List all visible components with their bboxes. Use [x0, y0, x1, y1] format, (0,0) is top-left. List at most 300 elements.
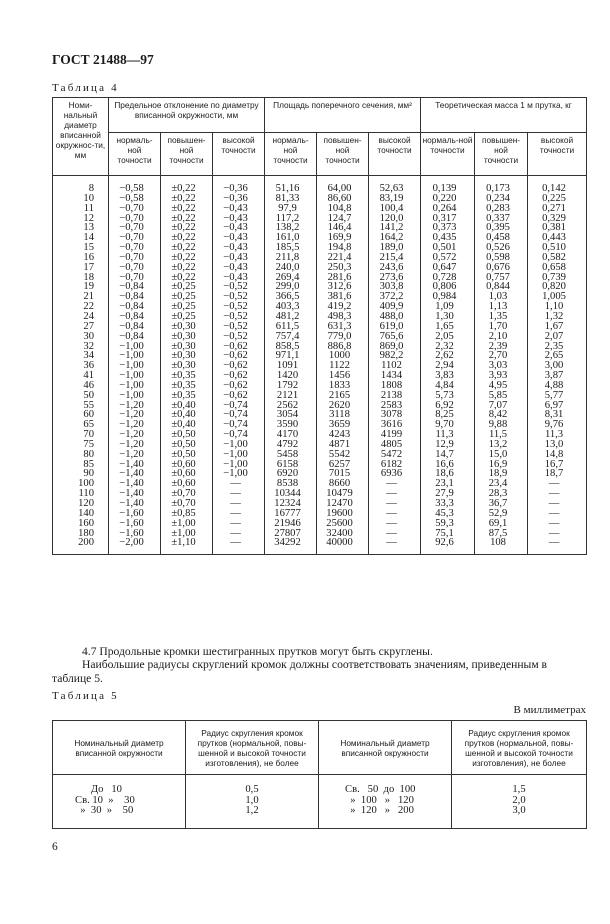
- table-cell: 6920: [265, 469, 317, 479]
- table-cell: 215,4: [369, 253, 421, 263]
- table-cell: 4170: [265, 430, 317, 440]
- table-cell: 381,6: [317, 292, 369, 302]
- table-cell: 2620: [317, 401, 369, 411]
- table-cell: 0,572: [421, 253, 475, 263]
- table-cell: −0,58: [109, 176, 161, 194]
- table-cell: −0,70: [109, 263, 161, 273]
- table-cell: 488,0: [369, 312, 421, 322]
- table-cell: 7,07: [475, 401, 528, 411]
- table-cell: −0,43: [213, 253, 265, 263]
- table-cell: 25600: [317, 519, 369, 529]
- table-cell: 0,582: [528, 253, 587, 263]
- table-cell: 498,3: [317, 312, 369, 322]
- table-cell: −0,62: [213, 371, 265, 381]
- table-cell: 2138: [369, 391, 421, 401]
- table-cell: —: [528, 509, 587, 519]
- table-cell: 4,88: [528, 381, 587, 391]
- table-cell: ±1,00: [161, 529, 213, 539]
- table-cell: 5458: [265, 450, 317, 460]
- table-cell: 4,95: [475, 381, 528, 391]
- table-cell: 164,2: [369, 233, 421, 243]
- document-title: ГОСТ 21488—97: [52, 52, 154, 67]
- table-cell: 9,70: [421, 420, 475, 430]
- diameter-ranges-left: До 10 Св. 10 » 30 » 30 » 50: [53, 775, 186, 829]
- table-cell: 779,0: [317, 332, 369, 342]
- table-cell: −0,43: [213, 263, 265, 273]
- table-cell: 1833: [317, 381, 369, 391]
- table-cell: 92,6: [421, 538, 475, 554]
- table-cell: −1,20: [109, 450, 161, 460]
- table-cell: 1,70: [475, 322, 528, 332]
- table-cell: 0,373: [421, 223, 475, 233]
- table-cell: 1456: [317, 371, 369, 381]
- table-cell: 90: [53, 469, 109, 479]
- table-cell: 0,728: [421, 273, 475, 283]
- table-cell: −1,40: [109, 499, 161, 509]
- table-cell: ±0,70: [161, 489, 213, 499]
- table-cell: 28,3: [475, 489, 528, 499]
- table-cell: —: [369, 538, 421, 554]
- table-cell: ±0,25: [161, 312, 213, 322]
- radius-values-left: 0,5 1,0 1,2: [186, 775, 319, 829]
- table-cell: −1,00: [109, 351, 161, 361]
- table-cell: 619,0: [369, 322, 421, 332]
- table-cell: ±0,22: [161, 223, 213, 233]
- table-cell: 8,42: [475, 410, 528, 420]
- table-cell: −1,00: [213, 460, 265, 470]
- table-cell: 611,5: [265, 322, 317, 332]
- table-cell: 2165: [317, 391, 369, 401]
- table-cell: 100: [53, 479, 109, 489]
- table-cell: 9,76: [528, 420, 587, 430]
- table-cell: 11,5: [475, 430, 528, 440]
- table-cell: 0,844: [475, 282, 528, 292]
- table-cell: ±0,35: [161, 391, 213, 401]
- table-cell: 16,6: [421, 460, 475, 470]
- table-cell: 886,8: [317, 342, 369, 352]
- table-cell: ±0,60: [161, 460, 213, 470]
- table-cell: −0,84: [109, 332, 161, 342]
- table-cell: 0,317: [421, 214, 475, 224]
- table-cell: 12324: [265, 499, 317, 509]
- header-high: высокой точности: [213, 133, 265, 176]
- table-cell: 14,8: [528, 450, 587, 460]
- table-cell: 81,33: [265, 194, 317, 204]
- table-5-unit: В миллиметрах: [513, 704, 586, 716]
- header-high: высокой точности: [528, 133, 587, 176]
- table-cell: 30: [53, 332, 109, 342]
- table-cell: ±0,22: [161, 214, 213, 224]
- table-cell: −0,43: [213, 223, 265, 233]
- table-cell: 117,2: [265, 214, 317, 224]
- table-cell: 0,173: [475, 176, 528, 194]
- table-cell: 0,739: [528, 273, 587, 283]
- table-cell: 2,32: [421, 342, 475, 352]
- table-cell: 6257: [317, 460, 369, 470]
- table-cell: —: [528, 519, 587, 529]
- table-cell: −0,43: [213, 243, 265, 253]
- table-cell: 0,283: [475, 204, 528, 214]
- table-cell: 6936: [369, 469, 421, 479]
- table-cell: 194,8: [317, 243, 369, 253]
- table-cell: 13: [53, 223, 109, 233]
- table-cell: ±0,60: [161, 469, 213, 479]
- table-cell: 3616: [369, 420, 421, 430]
- table-cell: 3118: [317, 410, 369, 420]
- table-cell: 141,2: [369, 223, 421, 233]
- table-cell: 51,16: [265, 176, 317, 194]
- table-cell: −1,00: [213, 440, 265, 450]
- table-cell: 211,8: [265, 253, 317, 263]
- table-cell: ±0,40: [161, 420, 213, 430]
- table-cell: —: [213, 499, 265, 509]
- table-cell: 1420: [265, 371, 317, 381]
- paragraph-4-7: 4.7 Продольные кромки шестигранных прутков могут быть скруглены.: [82, 645, 433, 658]
- table-cell: 146,4: [317, 223, 369, 233]
- table-cell: ±0,35: [161, 371, 213, 381]
- table-cell: 10479: [317, 489, 369, 499]
- header-normal: нормаль-ной точности: [265, 133, 317, 176]
- table-cell: 0,435: [421, 233, 475, 243]
- header-increased: повышен-ной точности: [161, 133, 213, 176]
- table-cell: ±0,30: [161, 361, 213, 371]
- table-cell: 189,0: [369, 243, 421, 253]
- table-cell: 2,62: [421, 351, 475, 361]
- table-cell: 419,2: [317, 302, 369, 312]
- table-cell: —: [528, 489, 587, 499]
- header-normal: нормаль-ной точности: [109, 133, 161, 176]
- table-cell: 16,7: [528, 460, 587, 470]
- table-cell: 36: [53, 361, 109, 371]
- table-cell: 2583: [369, 401, 421, 411]
- table-cell: −1,00: [109, 361, 161, 371]
- paragraph-radii: Наибольшие радиусы скруглений кромок должны соответствовать значениям, приведенным в таблице 5.: [52, 658, 548, 685]
- table-cell: 4805: [369, 440, 421, 450]
- table-cell: −0,58: [109, 194, 161, 204]
- table-cell: −0,52: [213, 292, 265, 302]
- table-cell: —: [213, 538, 265, 554]
- table-cell: −0,52: [213, 282, 265, 292]
- table-cell: 0,225: [528, 194, 587, 204]
- table-cell: 120: [53, 499, 109, 509]
- table-cell: −1,00: [213, 450, 265, 460]
- table-cell: 32400: [317, 529, 369, 539]
- table-cell: —: [369, 529, 421, 539]
- table-cell: 0,337: [475, 214, 528, 224]
- table-cell: −0,43: [213, 214, 265, 224]
- table-cell: 2,65: [528, 351, 587, 361]
- table-cell: −0,70: [109, 243, 161, 253]
- table-cell: ±0,40: [161, 410, 213, 420]
- table-cell: ±0,85: [161, 509, 213, 519]
- table-cell: 3,83: [421, 371, 475, 381]
- table-cell: −1,20: [109, 410, 161, 420]
- table-cell: −1,40: [109, 489, 161, 499]
- table-cell: 303,8: [369, 282, 421, 292]
- table-cell: —: [213, 519, 265, 529]
- table-cell: 1122: [317, 361, 369, 371]
- table-cell: −0,70: [109, 233, 161, 243]
- table-cell: 4871: [317, 440, 369, 450]
- header-diameter-right: Номинальный диаметр вписанной окружности: [319, 721, 452, 775]
- table-cell: 14: [53, 233, 109, 243]
- table-cell: 110: [53, 489, 109, 499]
- table-cell: 0,658: [528, 263, 587, 273]
- table-cell: 1792: [265, 381, 317, 391]
- table-cell: −0,70: [109, 273, 161, 283]
- table-cell: 11,3: [421, 430, 475, 440]
- table-cell: 21946: [265, 519, 317, 529]
- table-cell: 185,5: [265, 243, 317, 253]
- table-cell: 1102: [369, 361, 421, 371]
- table-cell: 0,329: [528, 214, 587, 224]
- table-cell: ±0,25: [161, 292, 213, 302]
- table-cell: 1,03: [475, 292, 528, 302]
- table-cell: 6158: [265, 460, 317, 470]
- table-cell: —: [213, 489, 265, 499]
- table-cell: 65: [53, 420, 109, 430]
- table-cell: −0,70: [109, 204, 161, 214]
- table-cell: 6182: [369, 460, 421, 470]
- radius-values-right: 1,5 2,0 3,0: [452, 775, 587, 829]
- table-cell: 200: [53, 538, 109, 554]
- table-cell: 1,13: [475, 302, 528, 312]
- table-cell: 13,0: [528, 440, 587, 450]
- table-cell: ±0,30: [161, 332, 213, 342]
- header-deviation: Предельное отклонение по диаметру вписанной окружности, мм: [109, 98, 265, 133]
- table-cell: 7015: [317, 469, 369, 479]
- table-cell: 87,5: [475, 529, 528, 539]
- table-cell: 1,65: [421, 322, 475, 332]
- table-cell: −0,74: [213, 430, 265, 440]
- header-area: Площадь поперечного сечения, мм²: [265, 98, 421, 133]
- table-cell: 12: [53, 214, 109, 224]
- table-cell: 0,381: [528, 223, 587, 233]
- table-cell: 971,1: [265, 351, 317, 361]
- table-cell: ±1,00: [161, 519, 213, 529]
- table-cell: 97,9: [265, 204, 317, 214]
- table-cell: 2,94: [421, 361, 475, 371]
- table-cell: 19: [53, 282, 109, 292]
- table-row: [53, 538, 587, 554]
- table-cell: 269,4: [265, 273, 317, 283]
- table-cell: −0,70: [109, 223, 161, 233]
- table-cell: ±0,22: [161, 253, 213, 263]
- table-cell: 221,4: [317, 253, 369, 263]
- table-cell: 0,598: [475, 253, 528, 263]
- table-cell: −1,00: [109, 391, 161, 401]
- table-cell: −0,62: [213, 361, 265, 371]
- table-cell: —: [528, 479, 587, 489]
- table-5: [52, 720, 587, 829]
- table-cell: ±0,25: [161, 302, 213, 312]
- table-cell: 27: [53, 322, 109, 332]
- table-cell: 19600: [317, 509, 369, 519]
- table-cell: 1,67: [528, 322, 587, 332]
- table-cell: 1,35: [475, 312, 528, 322]
- table-cell: 59,3: [421, 519, 475, 529]
- table-cell: 4792: [265, 440, 317, 450]
- table-cell: ±0,22: [161, 263, 213, 273]
- table-cell: 1,09: [421, 302, 475, 312]
- table-cell: —: [213, 509, 265, 519]
- table-cell: 3,03: [475, 361, 528, 371]
- table-cell: 13,2: [475, 440, 528, 450]
- table-cell: −1,20: [109, 430, 161, 440]
- table-cell: 86,60: [317, 194, 369, 204]
- table-cell: ±1,10: [161, 538, 213, 554]
- table-cell: 982,2: [369, 351, 421, 361]
- table-cell: −1,00: [213, 469, 265, 479]
- table-cell: 243,6: [369, 263, 421, 273]
- table-cell: ±0,70: [161, 499, 213, 509]
- table-cell: 0,806: [421, 282, 475, 292]
- table-cell: —: [213, 479, 265, 489]
- table-cell: 2,07: [528, 332, 587, 342]
- table-cell: 70: [53, 430, 109, 440]
- table-cell: ±0,60: [161, 479, 213, 489]
- table-cell: 17: [53, 263, 109, 273]
- table-cell: 18,7: [528, 469, 587, 479]
- table-cell: ±0,50: [161, 440, 213, 450]
- table-cell: ±0,22: [161, 176, 213, 194]
- table-cell: 34292: [265, 538, 317, 554]
- table-cell: 765,6: [369, 332, 421, 342]
- table-cell: 1000: [317, 351, 369, 361]
- table-cell: —: [528, 499, 587, 509]
- table-cell: 16,9: [475, 460, 528, 470]
- table-cell: 281,6: [317, 273, 369, 283]
- table-cell: 5472: [369, 450, 421, 460]
- table-cell: 372,2: [369, 292, 421, 302]
- table-4: [52, 97, 587, 555]
- table-cell: 0,142: [528, 176, 587, 194]
- header-increased: повышен-ной точности: [475, 133, 528, 176]
- table-cell: 299,0: [265, 282, 317, 292]
- table-cell: 160: [53, 519, 109, 529]
- table-cell: −0,74: [213, 420, 265, 430]
- table-cell: ±0,22: [161, 273, 213, 283]
- table-cell: 0,395: [475, 223, 528, 233]
- table-cell: 124,7: [317, 214, 369, 224]
- table-cell: 60: [53, 410, 109, 420]
- table-cell: 0,458: [475, 233, 528, 243]
- table-cell: −1,20: [109, 440, 161, 450]
- table-cell: 180: [53, 529, 109, 539]
- table-cell: −0,84: [109, 282, 161, 292]
- table-cell: 2,39: [475, 342, 528, 352]
- table-cell: −0,70: [109, 214, 161, 224]
- table-cell: −1,40: [109, 469, 161, 479]
- table-cell: 1,10: [528, 302, 587, 312]
- table-cell: 34: [53, 351, 109, 361]
- table-cell: ±0,40: [161, 401, 213, 411]
- table-cell: −1,40: [109, 460, 161, 470]
- table-4-body: [53, 176, 587, 555]
- table-cell: −0,84: [109, 322, 161, 332]
- table-cell: −0,52: [213, 332, 265, 342]
- table-cell: ±0,50: [161, 450, 213, 460]
- table-cell: −0,52: [213, 302, 265, 312]
- diameter-ranges-right: Св. 50 до 100 » 100 » 120 » 120 » 200: [319, 775, 452, 829]
- table-cell: 0,501: [421, 243, 475, 253]
- table-cell: 3659: [317, 420, 369, 430]
- table-cell: 16: [53, 253, 109, 263]
- table-cell: 161,0: [265, 233, 317, 243]
- table-cell: 2562: [265, 401, 317, 411]
- table-cell: 5,77: [528, 391, 587, 401]
- table-cell: 8,25: [421, 410, 475, 420]
- table-cell: ±0,25: [161, 282, 213, 292]
- table-cell: 15: [53, 243, 109, 253]
- table-cell: 0,264: [421, 204, 475, 214]
- table-cell: 2121: [265, 391, 317, 401]
- header-increased: повышен-ной точности: [317, 133, 369, 176]
- table-cell: 18: [53, 273, 109, 283]
- header-diameter: Номи-нальный диаметр вписанной окружнос-ти, мм: [53, 98, 109, 176]
- table-row: [53, 176, 587, 194]
- table-cell: 36,7: [475, 499, 528, 509]
- table-cell: 4243: [317, 430, 369, 440]
- table-cell: 18,6: [421, 469, 475, 479]
- table-cell: 83,19: [369, 194, 421, 204]
- table-cell: −0,62: [213, 391, 265, 401]
- header-normal: нормаль-ной точности: [421, 133, 475, 176]
- table-cell: 481,2: [265, 312, 317, 322]
- table-cell: 80: [53, 450, 109, 460]
- table-cell: −0,36: [213, 194, 265, 204]
- table-cell: −0,36: [213, 176, 265, 194]
- table-cell: −0,43: [213, 273, 265, 283]
- table-cell: ±0,30: [161, 322, 213, 332]
- table-cell: 6,92: [421, 401, 475, 411]
- table-cell: −1,00: [109, 381, 161, 391]
- table-cell: 273,6: [369, 273, 421, 283]
- table-cell: 0,220: [421, 194, 475, 204]
- table-cell: 16777: [265, 509, 317, 519]
- table-cell: 21: [53, 292, 109, 302]
- table-cell: −0,43: [213, 233, 265, 243]
- table-cell: —: [369, 499, 421, 509]
- table-cell: 240,0: [265, 263, 317, 273]
- table-cell: −0,74: [213, 410, 265, 420]
- table-cell: −0,62: [213, 342, 265, 352]
- table-cell: 140: [53, 509, 109, 519]
- table-cell: 2,10: [475, 332, 528, 342]
- header-mass: Теоретическая масса 1 м прутка, кг: [421, 98, 587, 133]
- table-cell: 8: [53, 176, 109, 194]
- table-cell: 32: [53, 342, 109, 352]
- table-cell: —: [369, 519, 421, 529]
- table-cell: 1808: [369, 381, 421, 391]
- table-cell: —: [528, 538, 587, 554]
- table-cell: 15,0: [475, 450, 528, 460]
- table-4-label: Таблица 4: [52, 82, 119, 94]
- table-cell: 40000: [317, 538, 369, 554]
- table-cell: −1,00: [109, 342, 161, 352]
- table-cell: 108: [475, 538, 528, 554]
- table-cell: ±0,22: [161, 243, 213, 253]
- table-cell: 0,984: [421, 292, 475, 302]
- table-cell: 85: [53, 460, 109, 470]
- page-number: 6: [52, 841, 58, 853]
- table-cell: −0,70: [109, 253, 161, 263]
- table-cell: 6,97: [528, 401, 587, 411]
- table-cell: 138,2: [265, 223, 317, 233]
- table-cell: −1,20: [109, 420, 161, 430]
- table-cell: 23,4: [475, 479, 528, 489]
- table-cell: —: [369, 489, 421, 499]
